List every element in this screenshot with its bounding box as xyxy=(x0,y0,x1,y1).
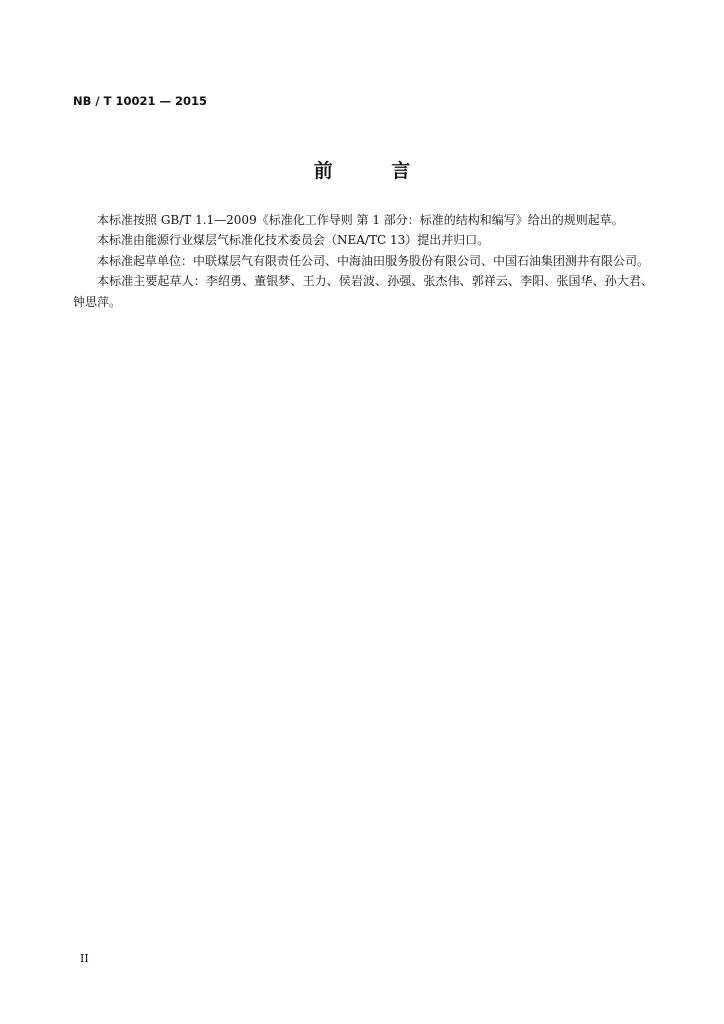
page-number: II xyxy=(80,952,89,965)
paragraph-proposer: 本标准由能源行业煤层气标准化技术委员会（NEA/TC 13）提出并归口。 xyxy=(97,233,490,248)
standard-code-header: NB / T 10021 — 2015 xyxy=(73,94,207,108)
paragraph-drafters: 本标准主要起草人：李绍勇、董银梦、王力、侯岩波、孙强、张杰伟、郭祥云、李阳、张国华、孙大君、钟思萍。 xyxy=(73,274,653,309)
page-title: 前 言 xyxy=(313,160,437,182)
paragraph-drafting-units: 本标准起草单位：中联煤层气有限责任公司、中海油田服务股份有限公司、中国石油集团测井有限公司。 xyxy=(97,253,650,268)
foreword-body xyxy=(73,210,653,312)
paragraph-drafting-rules: 本标准按照 GB/T 1.1—2009《标准化工作导则 第 1 部分：标准的结构和编写》给出的规则起草。 xyxy=(97,213,624,227)
